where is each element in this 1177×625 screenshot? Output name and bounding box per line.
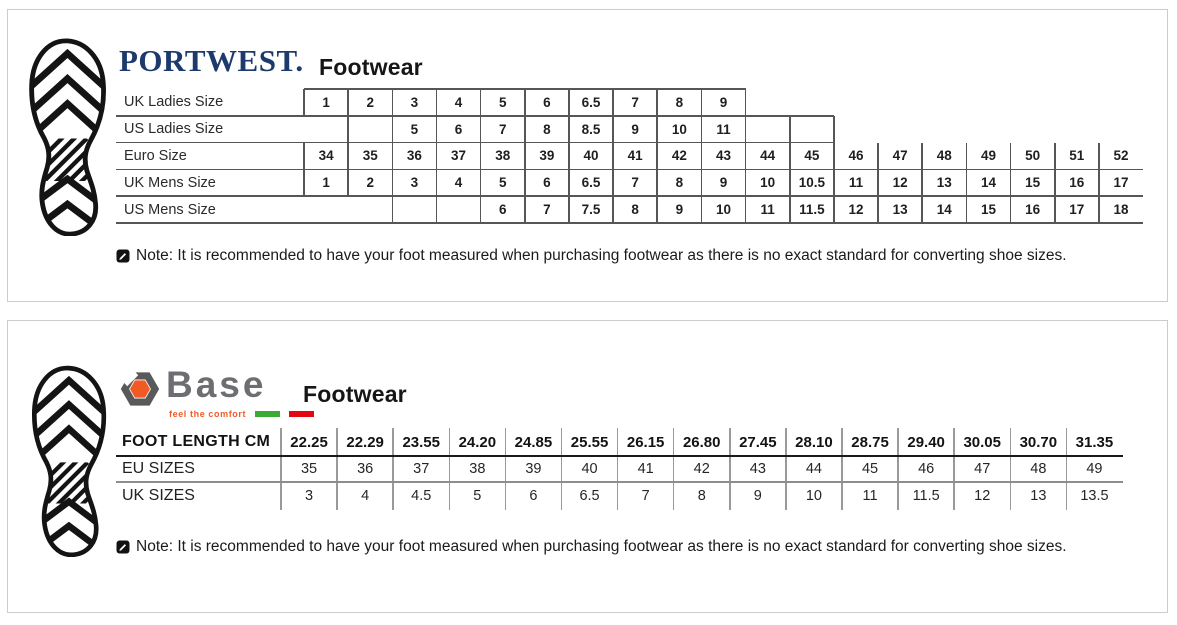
size-cell: 9 — [753, 488, 762, 504]
size-cell: 48 — [1030, 461, 1047, 477]
table-rule — [347, 116, 349, 143]
size-cell: 42 — [693, 461, 710, 477]
size-cell: 13 — [936, 175, 952, 191]
portwest-logo: PORTWEST. — [119, 43, 304, 78]
size-cell: 15 — [1025, 175, 1041, 191]
row-label: FOOT LENGTH CM — [122, 433, 271, 450]
base-logo: Base — [166, 364, 267, 405]
size-cell: 8 — [543, 121, 551, 137]
size-cell: 51 — [1069, 148, 1085, 164]
size-cell: 11.5 — [912, 488, 940, 504]
size-cell: 45 — [804, 148, 820, 164]
size-cell: 43 — [716, 148, 732, 164]
size-cell: 46 — [918, 461, 935, 477]
size-cell: 12 — [974, 488, 991, 504]
size-cell: 4 — [454, 94, 463, 110]
table-rule — [833, 116, 835, 143]
note-text: Note: It is recommended to have your foot measured when purchasing footwear as there is no exact standard for converting shoe sizes. — [136, 247, 1067, 264]
size-cell: 43 — [749, 461, 766, 477]
row-label: US Ladies Size — [124, 121, 224, 138]
size-cell: 10 — [716, 202, 732, 218]
table-rule — [392, 196, 394, 223]
size-cell: 40 — [581, 461, 598, 477]
size-cell: 8 — [697, 488, 706, 504]
size-cell: 41 — [627, 148, 643, 164]
size-cell: 9 — [719, 94, 728, 110]
size-cell: 16 — [1069, 175, 1085, 191]
base-panel — [7, 320, 1168, 613]
size-cell: 47 — [974, 461, 991, 477]
size-cell: 10.5 — [798, 175, 825, 191]
size-cell: 23.55 — [402, 433, 440, 451]
size-cell: 3 — [410, 175, 419, 191]
size-cell: 4.5 — [411, 488, 432, 504]
base-note — [116, 538, 1067, 556]
size-cell: 5 — [498, 175, 507, 191]
size-cell: 38 — [469, 461, 486, 477]
size-cell: 3 — [305, 488, 314, 504]
base-footwear-title: Footwear — [303, 381, 407, 407]
size-cell: 30.05 — [963, 433, 1001, 451]
base-tagline-text: feel the comfort — [169, 409, 247, 419]
size-cell: 12 — [848, 202, 864, 218]
size-cell: 48 — [936, 148, 952, 164]
size-cell: 11.5 — [799, 202, 825, 218]
size-cell: 26.80 — [682, 433, 721, 451]
row-label: US Mens Size — [124, 201, 216, 218]
size-cell: 29.40 — [907, 433, 945, 451]
size-cell: 47 — [892, 148, 908, 164]
size-cell: 17 — [1069, 202, 1085, 218]
size-cell: 31.35 — [1075, 433, 1114, 451]
size-cell: 13 — [1030, 488, 1047, 504]
size-cell: 8 — [675, 94, 684, 110]
row-label: UK Ladies Size — [124, 94, 224, 111]
table-rule — [789, 116, 791, 143]
size-cell: 24.20 — [458, 433, 497, 451]
size-cell: 45 — [861, 461, 879, 477]
size-cell: 17 — [1113, 175, 1129, 191]
size-cell: 2 — [366, 175, 374, 191]
size-cell: 13.5 — [1080, 488, 1109, 504]
portwest-note — [116, 247, 1067, 265]
size-cell: 35 — [362, 148, 378, 164]
size-cell: 16 — [1025, 202, 1041, 218]
size-cell: 38 — [495, 148, 511, 164]
size-cell: 9 — [719, 175, 728, 191]
size-cell: 30.70 — [1019, 433, 1058, 451]
boot-sole-print-icon — [26, 365, 110, 557]
row-label: Euro Size — [124, 147, 187, 164]
size-cell: 6.5 — [581, 175, 601, 191]
size-cell: 6 — [454, 121, 463, 137]
size-cell: 11 — [862, 488, 878, 504]
size-cell: 6.5 — [579, 488, 600, 504]
size-cell: 50 — [1025, 148, 1041, 164]
size-cell: 18 — [1113, 202, 1129, 218]
red-flag-bar — [289, 411, 314, 417]
size-cell: 8.5 — [581, 121, 601, 137]
size-cell: 9 — [675, 202, 684, 218]
size-cell: 22.29 — [346, 433, 384, 451]
row-label: UK SIZES — [122, 487, 195, 504]
size-cell: 2 — [366, 94, 374, 110]
size-cell: 5 — [473, 488, 482, 504]
size-cell: 49 — [980, 148, 996, 164]
size-cell: 14 — [980, 175, 996, 191]
size-cell: 3 — [410, 94, 419, 110]
size-cell: 28.75 — [851, 433, 889, 451]
size-cell: 10 — [805, 488, 822, 504]
portwest-panel — [7, 9, 1168, 302]
size-cell: 39 — [539, 148, 555, 164]
size-cell: 8 — [675, 175, 684, 191]
size-cell: 8 — [631, 202, 639, 218]
size-cell: 52 — [1113, 148, 1129, 164]
size-cell: 7 — [631, 175, 639, 191]
size-cell: 15 — [980, 202, 996, 218]
size-cell: 44 — [760, 148, 776, 164]
size-cell: 7 — [543, 202, 551, 218]
size-cell: 26.15 — [626, 433, 665, 451]
size-cell: 24.85 — [514, 433, 553, 451]
size-cell: 28.10 — [795, 433, 833, 451]
note-pencil-icon — [116, 540, 130, 554]
green-flag-bar — [255, 411, 280, 417]
size-cell: 39 — [525, 461, 542, 477]
size-cell: 4 — [361, 488, 370, 504]
size-cell: 27.45 — [739, 433, 777, 451]
size-cell: 6.5 — [581, 94, 601, 110]
size-cell: 41 — [637, 461, 654, 477]
row-label: EU SIZES — [122, 460, 195, 477]
size-cell: 6 — [529, 488, 538, 504]
table-rule — [436, 196, 438, 223]
size-cell: 4 — [454, 175, 463, 191]
base-tagline-row — [169, 409, 314, 419]
size-cell: 10 — [760, 175, 776, 191]
size-cell: 1 — [322, 94, 330, 110]
size-cell: 12 — [892, 175, 908, 191]
size-cell: 36 — [406, 148, 422, 164]
size-cell: 44 — [805, 461, 822, 477]
size-cell: 22.25 — [290, 433, 328, 451]
size-cell: 6 — [543, 175, 551, 191]
size-cell: 10 — [671, 121, 687, 137]
size-cell: 11 — [848, 175, 864, 191]
size-cell: 14 — [936, 202, 952, 218]
size-cell: 37 — [451, 148, 467, 164]
boot-sole-print-icon — [23, 38, 110, 236]
size-cell: 7 — [498, 121, 507, 137]
note-pencil-icon — [116, 249, 130, 263]
size-cell: 35 — [300, 461, 318, 477]
size-cell: 34 — [318, 148, 334, 164]
size-cell: 7.5 — [581, 202, 601, 218]
size-cell: 49 — [1086, 461, 1103, 477]
size-cell: 46 — [848, 148, 864, 164]
size-cell: 25.55 — [570, 433, 609, 451]
size-cell: 5 — [498, 94, 507, 110]
size-cell: 37 — [413, 461, 430, 477]
size-cell: 9 — [631, 121, 639, 137]
size-cell: 6 — [543, 94, 551, 110]
size-cell: 5 — [410, 121, 419, 137]
size-cell: 11 — [760, 202, 775, 218]
row-label: UK Mens Size — [124, 174, 216, 191]
size-cell: 1 — [322, 175, 330, 191]
size-cell: 7 — [641, 488, 650, 504]
hex-nut-icon — [119, 368, 161, 410]
note-text: Note: It is recommended to have your foot measured when purchasing footwear as there is no exact standard for converting shoe sizes. — [136, 538, 1067, 555]
size-cell: 36 — [357, 461, 374, 477]
size-cell: 11 — [716, 121, 731, 137]
size-cell: 40 — [583, 148, 599, 164]
size-cell: 6 — [498, 202, 507, 218]
size-cell: 13 — [892, 202, 908, 218]
size-cell: 42 — [671, 148, 687, 164]
size-cell: 7 — [631, 94, 639, 110]
portwest-footwear-title: Footwear — [319, 54, 423, 80]
